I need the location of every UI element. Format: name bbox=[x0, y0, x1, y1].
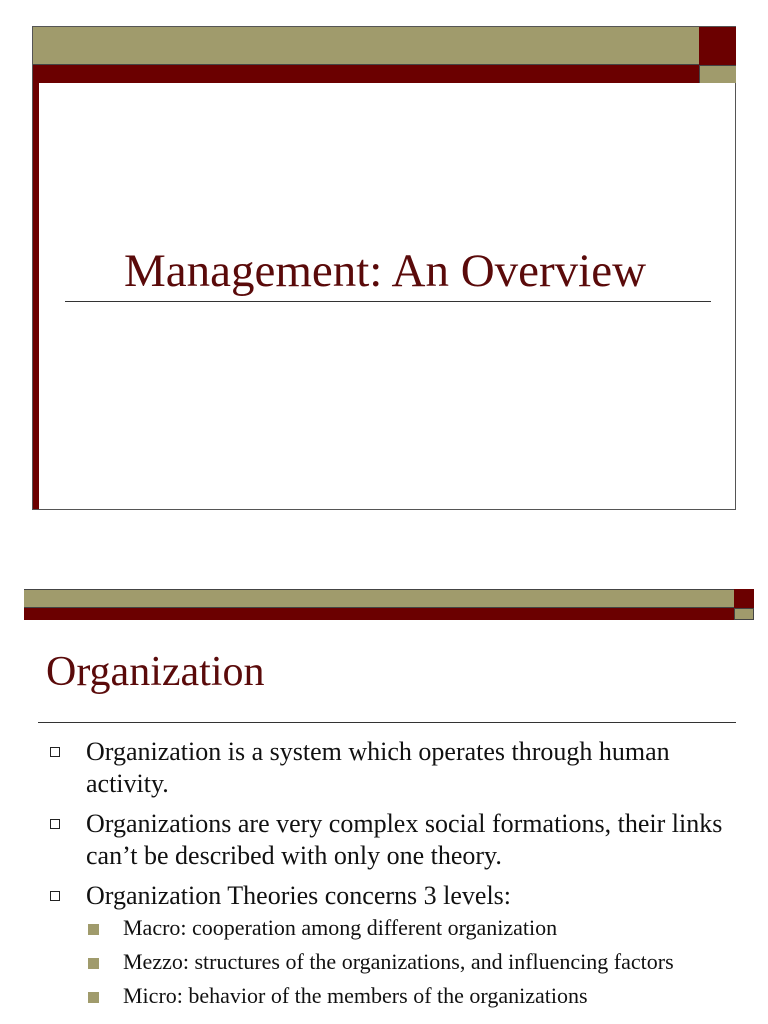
bullet-item bbox=[48, 880, 738, 1010]
sub-bullet-item bbox=[86, 982, 738, 1010]
bullet-list bbox=[48, 736, 738, 1018]
sub-bullet-text: Micro: behavior of the members of the organizations bbox=[123, 983, 588, 1008]
slide2-header-maroon-bar bbox=[24, 608, 734, 620]
filled-square-icon bbox=[88, 992, 99, 1003]
bullet-text: Organization Theories concerns 3 levels: bbox=[86, 881, 512, 910]
hollow-square-icon bbox=[50, 891, 60, 901]
header-olive-square bbox=[699, 65, 736, 83]
filled-square-icon bbox=[88, 958, 99, 969]
sub-bullet-list bbox=[86, 914, 738, 1010]
bullet-text: Organization is a system which operates through human activity. bbox=[86, 737, 670, 798]
filled-square-icon bbox=[88, 924, 99, 935]
hollow-square-icon bbox=[50, 819, 60, 829]
header-olive-bar bbox=[33, 27, 699, 65]
slide2-title: Organization bbox=[46, 649, 265, 695]
sub-bullet-item bbox=[86, 948, 738, 976]
header-maroon-bar bbox=[33, 65, 699, 83]
slide2-title-underline bbox=[38, 722, 736, 723]
title-underline bbox=[65, 301, 711, 302]
sub-bullet-text: Mezzo: structures of the organizations, and influencing factors bbox=[123, 949, 674, 974]
sub-bullet-item bbox=[86, 914, 738, 942]
sub-bullet-text: Macro: cooperation among different organization bbox=[123, 915, 558, 940]
title-slide bbox=[32, 26, 736, 510]
bullet-item bbox=[48, 808, 738, 872]
slide2-header-olive-bar bbox=[24, 589, 734, 608]
slide-title: Management: An Overview bbox=[123, 245, 647, 297]
header-maroon-square bbox=[699, 27, 736, 65]
bullet-item bbox=[48, 736, 738, 800]
slide2-header-olive-square bbox=[734, 608, 754, 620]
bullet-text: Organizations are very complex social formations, their links can’t be described with only one theory. bbox=[86, 809, 723, 870]
slide2-header-maroon-square bbox=[734, 589, 754, 608]
hollow-square-icon bbox=[50, 747, 60, 757]
